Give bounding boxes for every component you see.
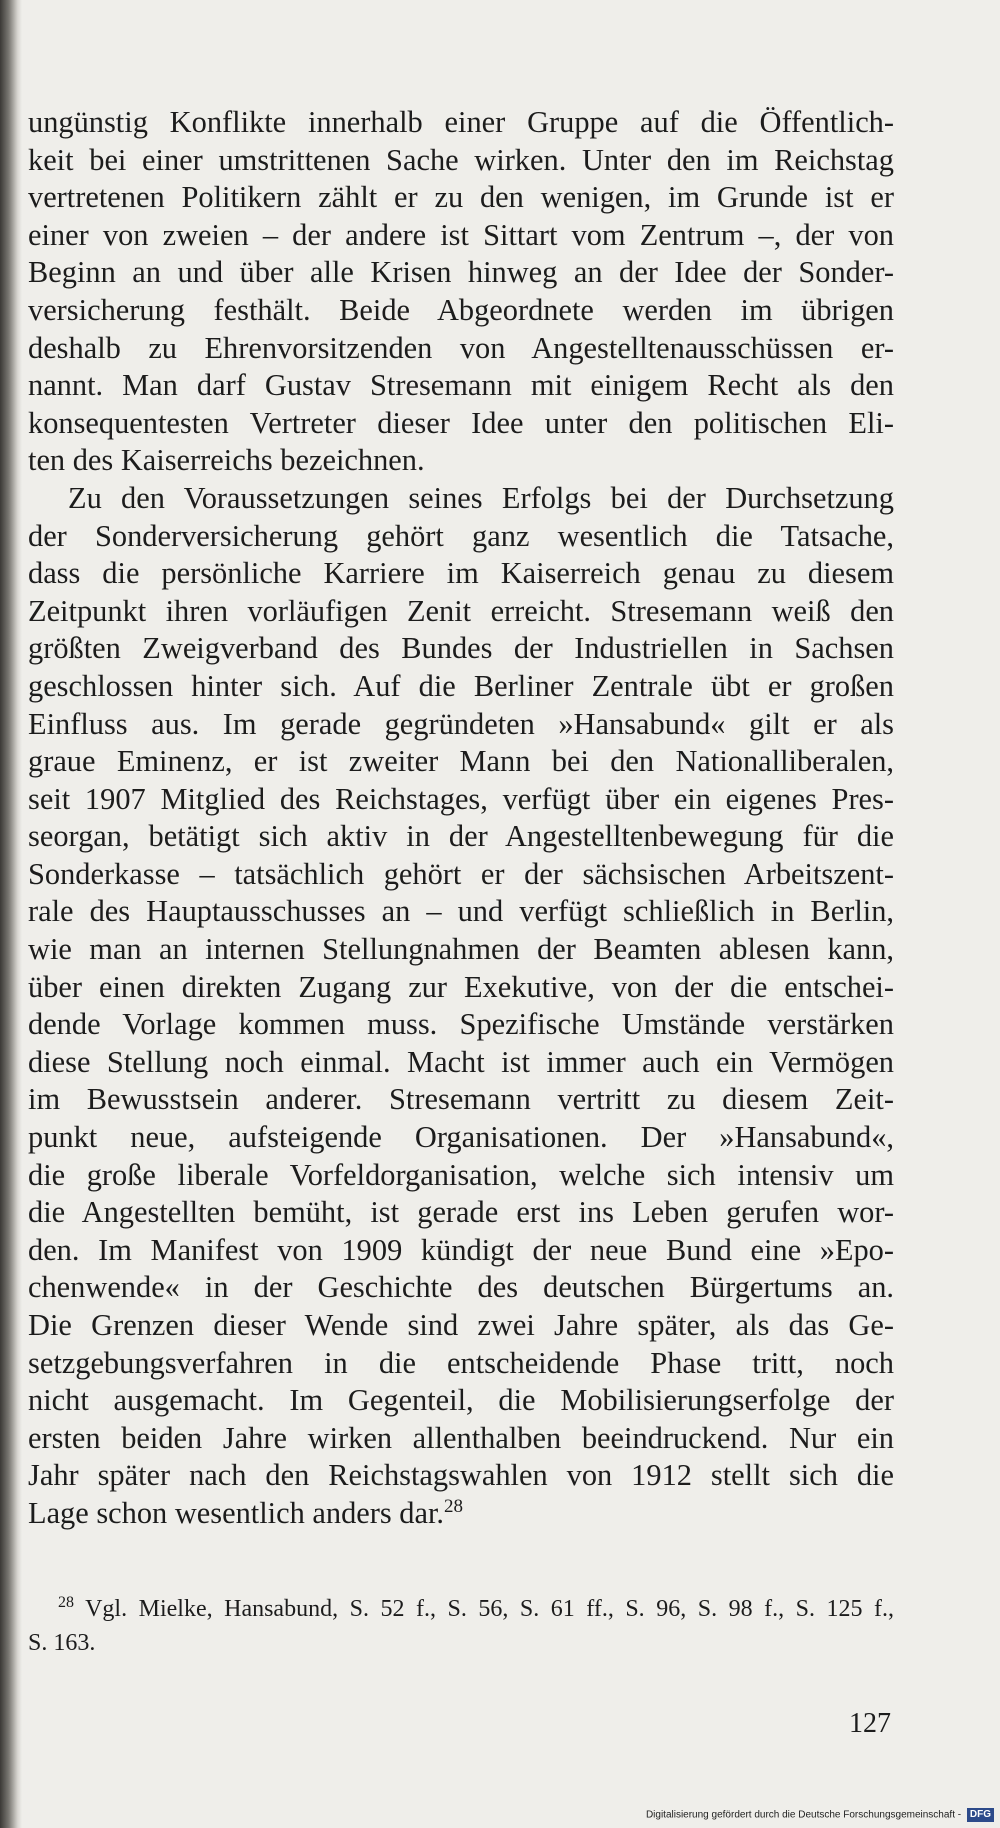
text-line: dass die persönliche Karriere im Kaiserreich genau zu diesem [28, 556, 894, 591]
text-line: größten Zweigverband des Bundes der Industriellen in Sachsen [28, 631, 894, 666]
text-line: nannt. Man darf Gustav Stresemann mit einigem Recht als den [28, 368, 894, 403]
text-line: im Bewusstsein anderer. Stresemann vertritt zu diesem Zeit- [28, 1082, 894, 1117]
text-line: Einfluss aus. Im gerade gegründeten »Hansabund« gilt er als [28, 706, 894, 741]
body-text [28, 104, 894, 1533]
text-line: die Angestellten bemüht, ist gerade erst ins Leben gerufen wor- [28, 1195, 894, 1230]
text-line: den. Im Manifest von 1909 kündigt der neue Bund eine »Epo- [28, 1232, 894, 1267]
text-line: seit 1907 Mitglied des Reichstages, verfügt über ein eigenes Pres- [28, 781, 894, 816]
text-line: Jahr später nach den Reichstagswahlen von 1912 stellt sich die [28, 1458, 894, 1493]
digitization-credit [646, 1808, 994, 1822]
text-line: diese Stellung noch einmal. Macht ist immer auch ein Vermögen [28, 1044, 894, 1079]
text-line: seorgan, betätigt sich aktiv in der Angestelltenbewegung für die [28, 819, 894, 854]
footnote-line: S. 163. [28, 1630, 96, 1656]
digitization-credit-text: Digitalisierung gefördert durch die Deutsche Forschungsgemeinschaft - [645, 1809, 962, 1821]
footnote-marker: 28 [58, 1594, 74, 1611]
text-line: deshalb zu Ehrenvorsitzenden von Angestelltenausschüssen er- [28, 330, 894, 365]
text-line: wie man an internen Stellungnahmen der Beamten ablesen kann, [28, 932, 894, 967]
text-line: dende Vorlage kommen muss. Spezifische Umstände verstärken [28, 1007, 894, 1042]
text-line: Sonderkasse – tatsächlich gehört er der sächsischen Arbeitszent- [28, 856, 894, 891]
footnote-reference[interactable]: 28 [444, 1495, 464, 1517]
text-line: Die Grenzen dieser Wende sind zwei Jahre später, als das Ge- [28, 1308, 894, 1342]
text-line-final [28, 1495, 894, 1533]
text-line-content: Lage schon wesentlich anders dar. [28, 1495, 445, 1530]
text-line: keit bei einer umstrittenen Sache wirken. Unter den im Reichstag [28, 142, 894, 177]
text-line: setzgebungsverfahren in die entscheidende Phase tritt, noch [28, 1345, 894, 1380]
text-line: rale des Hauptausschusses an – und verfügt schließlich in Berlin, [28, 894, 894, 929]
text-line: Beginn an und über alle Krisen hinweg an der Idee der Sonder- [28, 255, 894, 290]
text-line: ten des Kaiserreichs bezeichnen. [28, 443, 425, 478]
text-line: über einen direkten Zugang zur Exekutive, von der die entschei- [28, 969, 894, 1004]
text-line: geschlossen hinter sich. Auf die Berliner Zentrale übt er großen [28, 668, 894, 703]
text-line: punkt neue, aufsteigende Organisationen. Der »Hansabund«, [28, 1120, 894, 1155]
text-line: nicht ausgemacht. Im Gegenteil, die Mobilisierungserfolge der [28, 1383, 894, 1418]
text-line: ungünstig Konflikte innerhalb einer Gruppe auf die Öffentlich- [28, 105, 894, 139]
text-line: einer von zweien – der andere ist Sittart vom Zentrum –, der von [28, 217, 894, 252]
text-line: Zeitpunkt ihren vorläufigen Zenit erreicht. Stresemann weiß den [28, 593, 894, 628]
text-line: ersten beiden Jahre wirken allenthalben beeindruckend. Nur ein [28, 1420, 894, 1455]
text-line: die große liberale Vorfeldorganisation, welche sich intensiv um [28, 1157, 894, 1192]
footnote [28, 1592, 894, 1660]
text-line: vertretenen Politikern zählt er zu den wenigen, im Grunde ist er [28, 180, 894, 215]
footnote-text: Vgl. Mielke, Hansabund, S. 52 f., S. 56, S. 61 ff., S. 96, S. 98 f., S. 125 f., [85, 1596, 894, 1622]
page-number: 127 [849, 1708, 891, 1739]
dfg-logo: DFG [967, 1808, 994, 1822]
text-line: graue Eminenz, er ist zweiter Mann bei den Nationalliberalen, [28, 744, 894, 779]
text-line: der Sonderversicherung gehört ganz wesentlich die Tatsache, [28, 518, 894, 553]
footnote-line [28, 1592, 894, 1626]
text-line: konsequentesten Vertreter dieser Idee unter den politischen Eli- [28, 405, 894, 440]
binding-shadow [0, 0, 22, 1828]
text-line: chenwende« in der Geschichte des deutschen Bürgertums an. [28, 1270, 894, 1305]
text-line: versicherung festhält. Beide Abgeordnete werden im übrigen [28, 292, 894, 327]
text-line: Zu den Voraussetzungen seines Erfolgs bei der Durchsetzung [68, 480, 894, 515]
